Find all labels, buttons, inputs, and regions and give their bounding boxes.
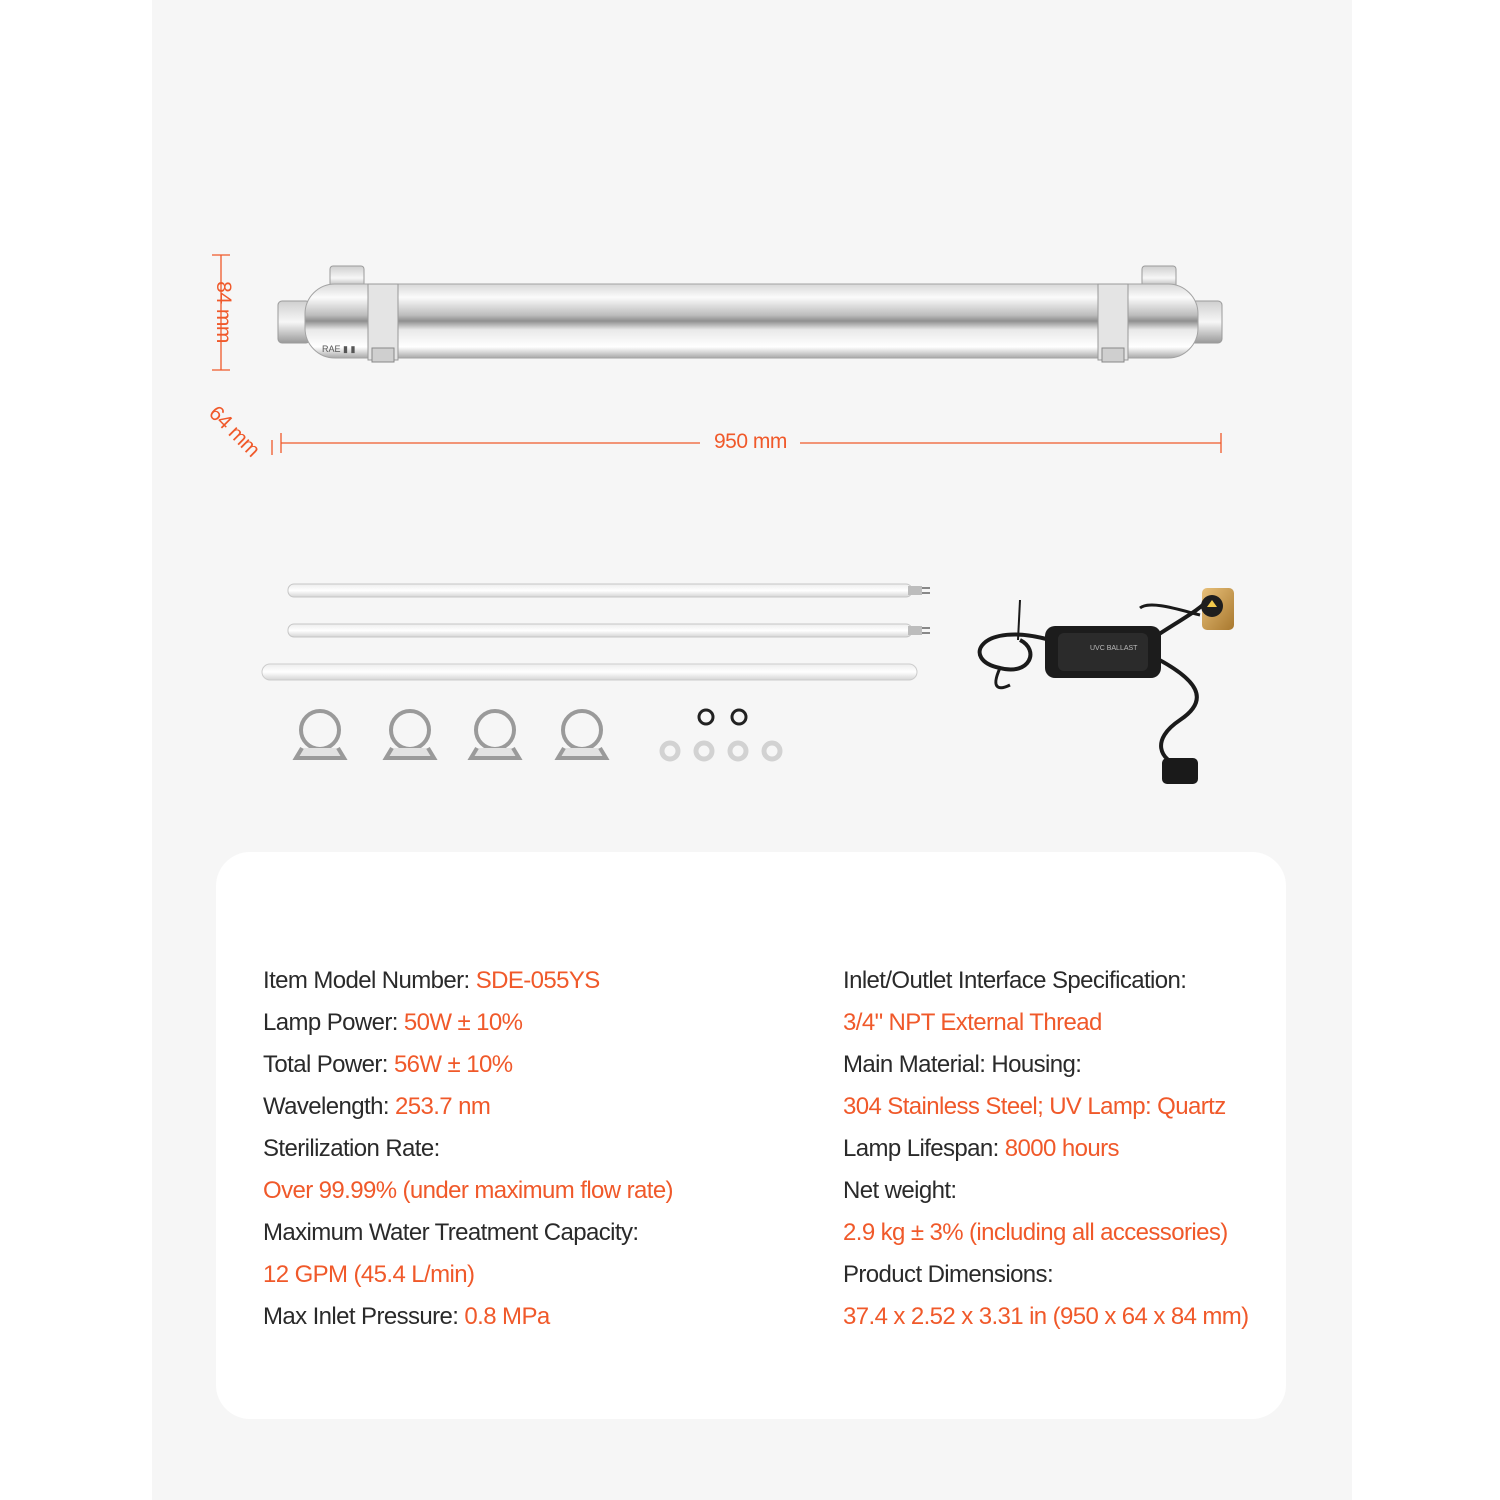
- housing-clamp: [368, 284, 398, 362]
- spec-row: Lamp Power: 50W ± 10%: [263, 1009, 523, 1036]
- spec-row: Over 99.99% (under maximum flow rate): [263, 1177, 673, 1204]
- housing-clamp: [1098, 284, 1128, 362]
- pipe-clamps: [296, 711, 606, 758]
- spec-row: Sterilization Rate:: [263, 1135, 440, 1162]
- depth-dimension-label: 64 mm: [204, 401, 265, 462]
- spec-column-right: [843, 960, 1273, 1338]
- spec-row: Net weight:: [843, 1177, 957, 1204]
- spec-row: 2.9 kg ± 3% (including all accessories): [843, 1219, 1228, 1246]
- uv-sterilizer-housing: [278, 266, 1222, 362]
- spec-row: Main Material: Housing:: [843, 1051, 1082, 1078]
- spec-row: 37.4 x 2.52 x 3.31 in (950 x 64 x 84 mm): [843, 1303, 1249, 1330]
- uv-lamp: [288, 624, 930, 637]
- pipe-clamp-4: [558, 711, 606, 758]
- pipe-clamp-2: [386, 711, 434, 758]
- uv-ballast: [980, 588, 1234, 784]
- height-dimension-label: 84 mm: [211, 281, 235, 343]
- pipe-clamp-3: [471, 711, 519, 758]
- quartz-sleeve: [262, 664, 917, 680]
- spec-row: Item Model Number: SDE-055YS: [263, 967, 600, 994]
- svg-text:UVC BALLAST: UVC BALLAST: [1090, 645, 1138, 652]
- o-rings: [662, 710, 780, 759]
- flow-switch: [1201, 588, 1234, 630]
- spec-row: Product Dimensions:: [843, 1261, 1054, 1288]
- spec-row: Maximum Water Treatment Capacity:: [263, 1219, 639, 1246]
- length-dimension-label: 950 mm: [706, 430, 795, 454]
- svg-text:RAE ▮ ▮: RAE ▮ ▮: [322, 344, 356, 354]
- spec-row: Total Power: 56W ± 10%: [263, 1051, 513, 1078]
- spec-row: 304 Stainless Steel; UV Lamp: Quartz: [843, 1093, 1226, 1120]
- spec-column-left: [263, 960, 783, 1338]
- spec-row: 12 GPM (45.4 L/min): [263, 1261, 475, 1288]
- spec-row: Max Inlet Pressure: 0.8 MPa: [263, 1303, 550, 1330]
- pipe-clamp-1: [296, 711, 344, 758]
- power-plug: [1162, 758, 1198, 784]
- specifications-card: [216, 852, 1286, 1419]
- uv-lamp: [288, 584, 930, 597]
- spec-row: 3/4" NPT External Thread: [843, 1009, 1102, 1036]
- spec-row: Lamp Lifespan: 8000 hours: [843, 1135, 1119, 1162]
- spec-row: Wavelength: 253.7 nm: [263, 1093, 491, 1120]
- spec-row: Inlet/Outlet Interface Specification:: [843, 967, 1187, 994]
